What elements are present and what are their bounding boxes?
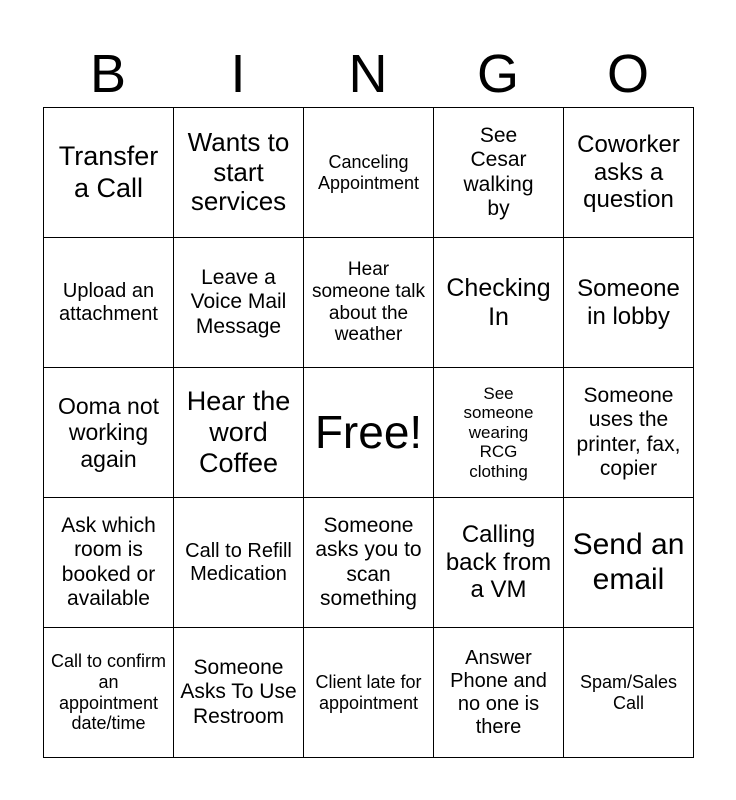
cell-label: Someone Asks To Use Restroom (180, 656, 297, 728)
cell-label: Ooma not working again (58, 392, 159, 472)
bingo-cell[interactable] (564, 498, 694, 628)
bingo-cell[interactable] (174, 628, 304, 758)
bingo-cell[interactable] (434, 498, 564, 628)
bingo-cell[interactable] (174, 108, 304, 238)
cell-label: Someone uses the printer, fax, copier (576, 384, 681, 480)
bingo-cell[interactable] (174, 498, 304, 628)
cell-label: Wants to start services (187, 126, 290, 217)
cell-label: Transfer a Call (58, 141, 159, 203)
cell-label: Spam/Sales Call (579, 671, 678, 713)
bingo-cell[interactable] (44, 628, 174, 758)
header-letter-g: G (476, 44, 519, 104)
cell-label: Ask which room is booked or available (61, 514, 156, 610)
bingo-cell[interactable] (564, 108, 694, 238)
bingo-cell[interactable] (434, 108, 564, 238)
bingo-cell[interactable] (434, 628, 564, 758)
cell-label: Calling back from a VM (445, 521, 552, 604)
cell-label: Hear the word Coffee (186, 385, 291, 479)
bingo-board (43, 107, 694, 758)
cell-label: Checking In (446, 273, 551, 331)
cell-label: Upload an attachment (59, 279, 158, 325)
free-space-cell[interactable] (304, 368, 434, 498)
cell-label: Canceling Appointment (317, 151, 420, 193)
bingo-cell[interactable] (304, 628, 434, 758)
bingo-cell[interactable] (304, 498, 434, 628)
cell-label: Someone asks you to scan something (315, 514, 422, 610)
bingo-cell[interactable] (564, 368, 694, 498)
cell-label: Send an email (572, 528, 685, 596)
cell-label: Answer Phone and no one is there (450, 646, 547, 738)
bingo-cell[interactable] (44, 498, 174, 628)
free-space-label: Free! (314, 406, 423, 459)
header-letter-n: N (348, 44, 388, 104)
bingo-cell[interactable] (174, 238, 304, 368)
cell-label: See someone wearing RCG clothing (463, 383, 534, 481)
cell-label: Leave a Voice Mail Message (190, 266, 287, 338)
cell-label: Hear someone talk about the weather (311, 258, 425, 346)
bingo-cell[interactable] (44, 238, 174, 368)
cell-label: Call to confirm an appointment date/time (50, 651, 167, 734)
cell-label: Call to Refill Medication (185, 539, 292, 585)
bingo-cell[interactable] (434, 368, 564, 498)
cell-label: Someone in lobby (577, 274, 680, 330)
bingo-cell[interactable] (304, 238, 434, 368)
header-letter-b: B (89, 44, 127, 104)
bingo-cell[interactable] (434, 238, 564, 368)
bingo-cell[interactable] (564, 628, 694, 758)
header-letter-o: O (606, 44, 649, 104)
bingo-cell[interactable] (304, 108, 434, 238)
bingo-cell[interactable] (44, 108, 174, 238)
bingo-cell[interactable] (564, 238, 694, 368)
cell-label: Coworker asks a question (577, 131, 680, 214)
bingo-cell[interactable] (44, 368, 174, 498)
bingo-header (43, 40, 693, 108)
bingo-cell[interactable] (174, 368, 304, 498)
header-letter-i: I (230, 44, 246, 104)
cell-label: See Cesar walking by (463, 124, 534, 220)
cell-label: Client late for appointment (315, 671, 422, 713)
